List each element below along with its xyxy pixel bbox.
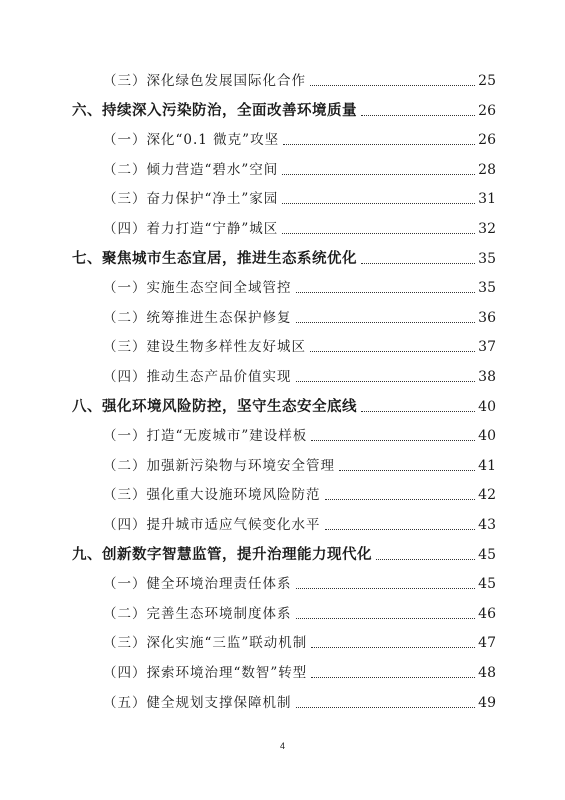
toc-dot-leader bbox=[311, 646, 475, 648]
toc-section-entry bbox=[103, 160, 496, 180]
toc-entry-title: （二）倾力营造“碧水”空间 bbox=[103, 162, 279, 178]
toc-chapter-entry bbox=[72, 545, 496, 565]
toc-dot-leader bbox=[282, 202, 475, 204]
toc-entry-title: 九、创新数字智慧监管，提升治理能力现代化 bbox=[72, 547, 372, 563]
toc-entry-title: 六、持续深入污染防治，全面改善环境质量 bbox=[72, 103, 357, 119]
toc-entry-page-number: 41 bbox=[478, 458, 496, 474]
toc-entry-page-number: 26 bbox=[478, 132, 496, 148]
toc-entry-page-number: 49 bbox=[478, 695, 496, 711]
toc-dot-leader bbox=[296, 706, 476, 708]
toc-entry-page-number: 46 bbox=[478, 606, 496, 622]
toc-section-entry bbox=[103, 633, 496, 653]
toc-entry-title: （三）建设生物多样性友好城区 bbox=[103, 339, 306, 355]
toc-entry-page-number: 43 bbox=[478, 517, 496, 533]
toc-section-entry bbox=[103, 189, 496, 209]
toc-entry-title: （一）健全环境治理责任体系 bbox=[103, 576, 292, 592]
toc-section-entry bbox=[103, 337, 496, 357]
toc-dot-leader bbox=[310, 84, 475, 86]
toc-chapter-entry bbox=[72, 249, 496, 269]
toc-dot-leader bbox=[296, 587, 476, 589]
toc-dot-leader bbox=[361, 262, 475, 264]
toc-entry-page-number: 45 bbox=[478, 547, 496, 563]
toc-entry-page-number: 28 bbox=[478, 162, 496, 178]
toc-chapter-entry bbox=[72, 397, 496, 417]
toc-entry-title: （三）强化重大设施环境风险防范 bbox=[103, 487, 321, 503]
toc-entry-page-number: 48 bbox=[478, 665, 496, 681]
toc-entry-title: （二）统筹推进生态保护修复 bbox=[103, 310, 292, 326]
toc-section-entry bbox=[103, 426, 496, 446]
toc-entry-page-number: 38 bbox=[478, 369, 496, 385]
toc-entry-page-number: 25 bbox=[478, 73, 496, 89]
toc-entry-title: （二）加强新污染物与环境安全管理 bbox=[103, 458, 335, 474]
toc-entry-page-number: 45 bbox=[478, 576, 496, 592]
toc-section-entry bbox=[103, 693, 496, 713]
toc-dot-leader bbox=[296, 617, 476, 619]
toc-entry-title: （二）完善生态环境制度体系 bbox=[103, 606, 292, 622]
toc-dot-leader bbox=[282, 232, 475, 234]
toc-entry-page-number: 37 bbox=[478, 339, 496, 355]
toc-entry-title: （一）实施生态空间全域管控 bbox=[103, 280, 292, 296]
toc-section-entry bbox=[103, 308, 496, 328]
toc-dot-leader bbox=[311, 676, 475, 678]
toc-section-entry bbox=[103, 515, 496, 535]
toc-dot-leader bbox=[282, 173, 475, 175]
toc-dot-leader bbox=[325, 528, 476, 530]
toc-entry-page-number: 42 bbox=[478, 487, 496, 503]
toc-entry-title: （三）深化实施“三监”联动机制 bbox=[103, 635, 308, 651]
toc-entry-title: （四）探索环境治理“数智”转型 bbox=[103, 665, 308, 681]
toc-section-entry bbox=[103, 485, 496, 505]
toc-section-entry bbox=[103, 456, 496, 476]
toc-dot-leader bbox=[325, 498, 476, 500]
toc-dot-leader bbox=[283, 143, 475, 145]
toc-entry-page-number: 35 bbox=[478, 251, 496, 267]
toc-section-entry bbox=[103, 278, 496, 298]
toc-entry-title: （四）推动生态产品价值实现 bbox=[103, 369, 292, 385]
toc-entry-page-number: 40 bbox=[478, 399, 496, 415]
toc-dot-leader bbox=[296, 291, 476, 293]
toc-entry-title: （一）深化“0.1 微克”攻坚 bbox=[103, 132, 280, 148]
toc-entry-page-number: 47 bbox=[478, 635, 496, 651]
toc-entry-title: （五）健全规划支撑保障机制 bbox=[103, 695, 292, 711]
toc-section-entry bbox=[103, 663, 496, 683]
toc-section-entry bbox=[103, 71, 496, 91]
toc-chapter-entry bbox=[72, 101, 496, 121]
toc-entry-title: （四）提升城市适应气候变化水平 bbox=[103, 517, 321, 533]
toc-dot-leader bbox=[376, 558, 475, 560]
toc-dot-leader bbox=[310, 350, 475, 352]
toc-entry-page-number: 31 bbox=[478, 191, 496, 207]
toc-section-entry bbox=[103, 367, 496, 387]
toc-dot-leader bbox=[339, 469, 475, 471]
toc-entry-title: （三）深化绿色发展国际化合作 bbox=[103, 73, 306, 89]
page-number: 4 bbox=[279, 741, 285, 751]
toc-entry-page-number: 35 bbox=[478, 280, 496, 296]
toc-dot-leader bbox=[296, 380, 476, 382]
toc-entry-title: （三）奋力保护“净土”家园 bbox=[103, 191, 279, 207]
toc-entry-title: 七、聚焦城市生态宜居，推进生态系统优化 bbox=[72, 251, 357, 267]
toc-dot-leader bbox=[361, 114, 475, 116]
toc-entry-page-number: 40 bbox=[478, 428, 496, 444]
toc-dot-leader bbox=[296, 321, 476, 323]
toc-entry-page-number: 26 bbox=[478, 103, 496, 119]
toc-dot-leader bbox=[361, 410, 475, 412]
toc-dot-leader bbox=[311, 439, 475, 441]
toc-entry-title: 八、强化环境风险防控，坚守生态安全底线 bbox=[72, 399, 357, 415]
toc-entry-title: （四）着力打造“宁静”城区 bbox=[103, 221, 279, 237]
toc-entry-title: （一）打造“无废城市”建设样板 bbox=[103, 428, 308, 444]
toc-section-entry bbox=[103, 574, 496, 594]
toc-entry-page-number: 32 bbox=[478, 221, 496, 237]
toc-entry-page-number: 36 bbox=[478, 310, 496, 326]
toc-section-entry bbox=[103, 219, 496, 239]
toc-section-entry bbox=[103, 130, 496, 150]
toc-section-entry bbox=[103, 604, 496, 624]
